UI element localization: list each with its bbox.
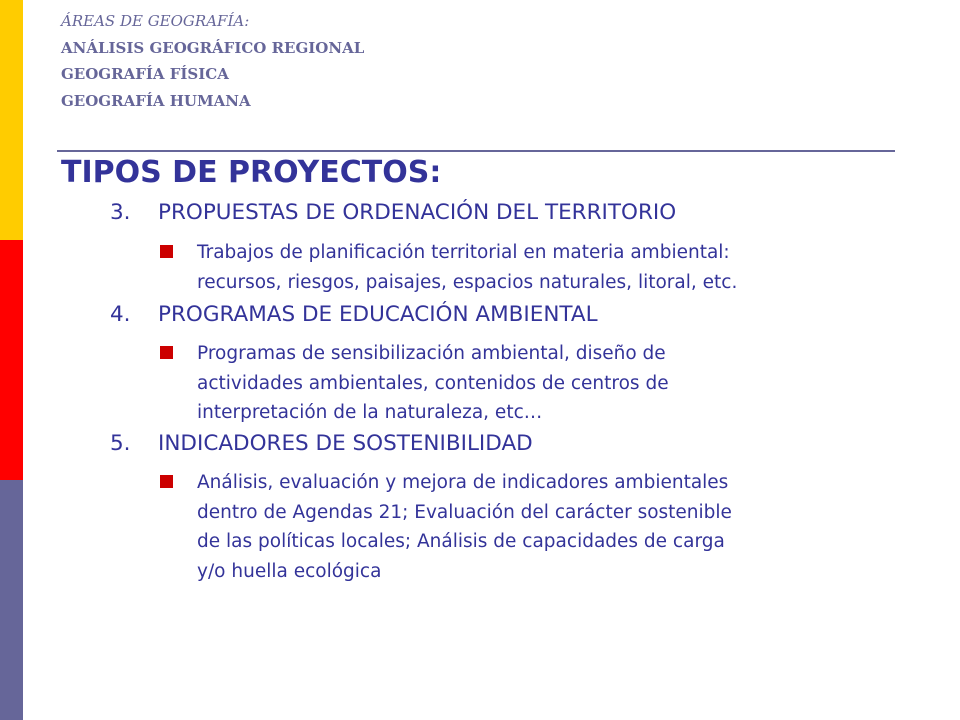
item-description bbox=[197, 339, 927, 428]
item-heading-text: PROGRAMAS DE EDUCACIÓN AMBIENTAL bbox=[158, 302, 598, 327]
item-heading bbox=[110, 302, 598, 327]
item-heading bbox=[110, 431, 533, 456]
description-line: Programas de sensibilización ambiental, diseño de bbox=[197, 343, 666, 364]
area-item: GEOGRAFÍA HUMANA bbox=[61, 91, 251, 110]
item-description bbox=[197, 468, 927, 586]
item-heading-text: INDICADORES DE SOSTENIBILIDAD bbox=[158, 431, 533, 456]
areas-label: ÁREAS DE GEOGRAFÍA: bbox=[61, 12, 250, 30]
description-line: interpretación de la naturaleza, etc… bbox=[197, 402, 543, 423]
item-number: 4. bbox=[110, 302, 131, 327]
description-line: y/o huella ecológica bbox=[197, 560, 382, 582]
slide-title: TIPOS DE PROYECTOS: bbox=[61, 155, 442, 190]
square-bullet-icon bbox=[160, 245, 173, 258]
description-line: actividades ambientales, contenidos de centros de bbox=[197, 372, 669, 394]
item-heading bbox=[110, 200, 676, 225]
description-line: Análisis, evaluación y mejora de indicadores ambientales bbox=[197, 472, 729, 493]
item-description bbox=[197, 238, 927, 297]
item-number: 3. bbox=[110, 200, 131, 225]
item-heading-text: PROPUESTAS DE ORDENACIÓN DEL TERRITORIO bbox=[158, 200, 677, 225]
left-bar-blue bbox=[0, 480, 23, 720]
area-item: GEOGRAFÍA FÍSICA bbox=[61, 65, 229, 83]
description-line: recursos, riesgos, paisajes, espacios naturales, litoral, etc. bbox=[197, 271, 738, 293]
description-line: Trabajos de planificación territorial en materia ambiental: bbox=[197, 242, 730, 263]
item-number: 5. bbox=[110, 431, 131, 456]
square-bullet-icon bbox=[160, 346, 173, 359]
left-bar-yellow bbox=[0, 0, 23, 240]
divider-rule bbox=[57, 150, 895, 152]
description-line: de las políticas locales; Análisis de capacidades de carga bbox=[197, 531, 725, 552]
square-bullet-icon bbox=[160, 475, 173, 488]
area-item: ANÁLISIS GEOGRÁFICO REGIONAL bbox=[61, 38, 365, 57]
areas-header bbox=[61, 8, 364, 114]
left-bar-red bbox=[0, 240, 23, 480]
description-line: dentro de Agendas 21; Evaluación del carácter sostenible bbox=[197, 501, 732, 523]
